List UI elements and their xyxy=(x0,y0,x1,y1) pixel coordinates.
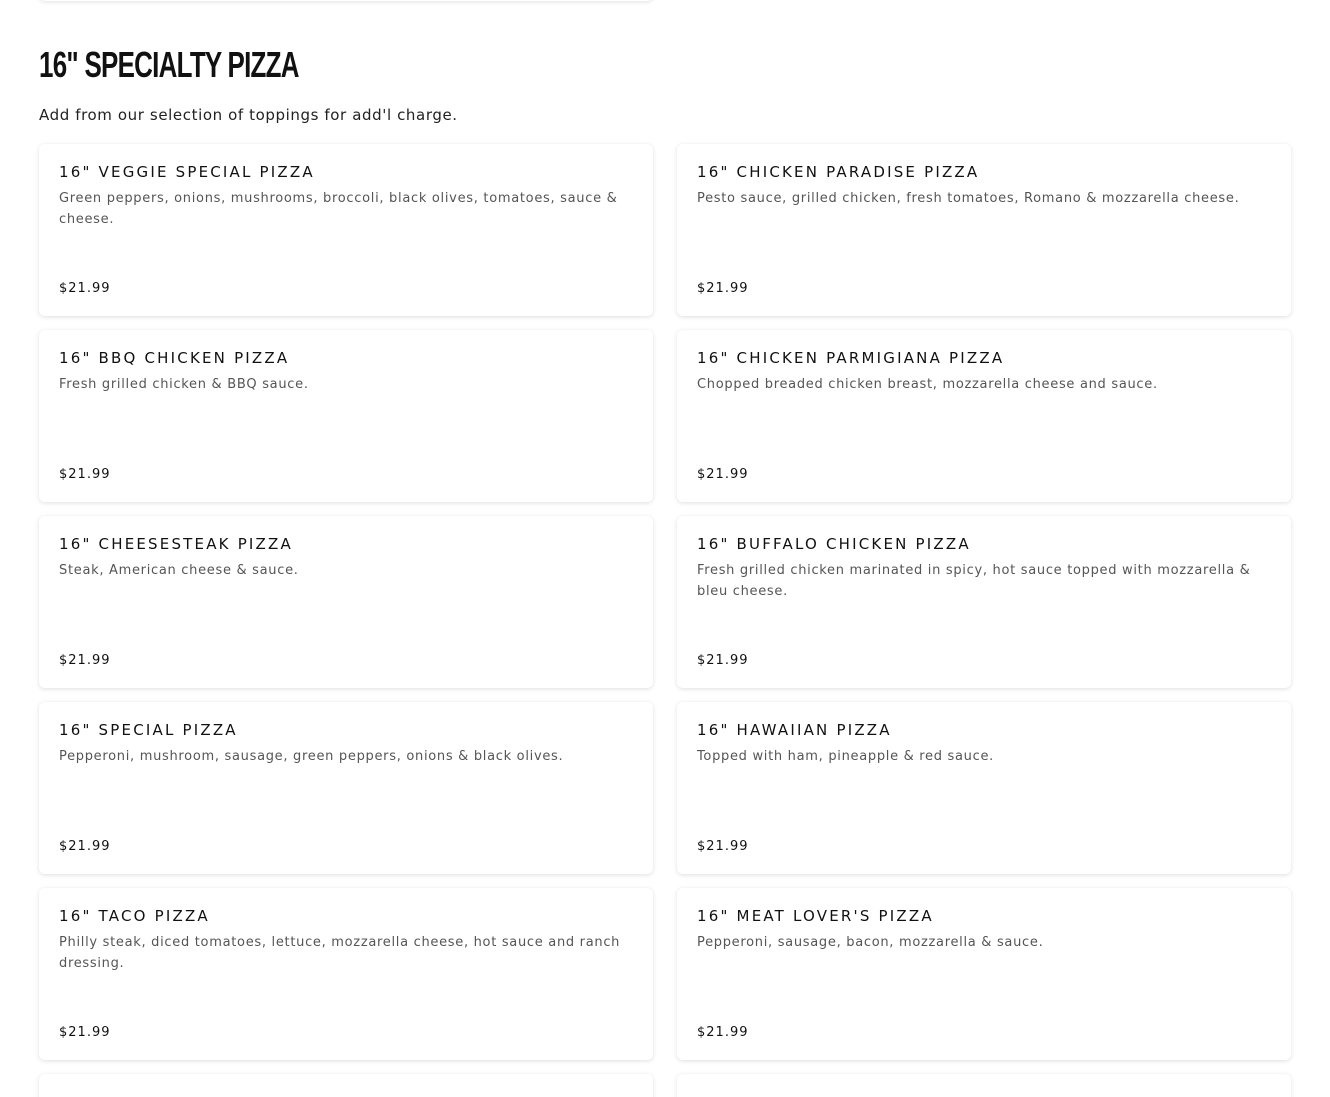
section-description: Add from our selection of toppings for add'l charge. xyxy=(39,106,458,124)
menu-item-price: $21.99 xyxy=(59,467,111,482)
menu-item-name: 16" CHICKEN PARMIGIANA PIZZA xyxy=(697,349,1005,367)
menu-item-price: $21.99 xyxy=(59,1025,111,1040)
menu-item-price: $21.99 xyxy=(697,467,749,482)
menu-item-card[interactable] xyxy=(677,888,1291,1060)
menu-item-description: Pesto sauce, grilled chicken, fresh tomatoes, Romano & mozzarella cheese. xyxy=(697,191,1240,206)
menu-item-price: $21.99 xyxy=(59,839,111,854)
menu-item-grid xyxy=(39,144,1291,1097)
menu-item-name: 16" CHICKEN PARADISE PIZZA xyxy=(697,163,980,181)
menu-item-name: 16" CHEESESTEAK PIZZA xyxy=(59,535,293,553)
menu-item-price: $21.99 xyxy=(697,653,749,668)
menu-item-card[interactable] xyxy=(677,144,1291,316)
menu-item-card[interactable] xyxy=(677,330,1291,502)
menu-item-name: 16" BUFFALO CHICKEN PIZZA xyxy=(697,535,971,553)
menu-item-card[interactable] xyxy=(39,702,653,874)
menu-item-description: Fresh grilled chicken & BBQ sauce. xyxy=(59,377,309,392)
menu-item-card[interactable] xyxy=(39,888,653,1060)
menu-item-price: $21.99 xyxy=(697,839,749,854)
menu-item-description: Pepperoni, mushroom, sausage, green peppers, onions & black olives. xyxy=(59,749,564,764)
menu-item-card[interactable] xyxy=(39,330,653,502)
menu-item-price: $21.99 xyxy=(59,281,111,296)
menu-item-card[interactable] xyxy=(39,144,653,316)
menu-item-description: Pepperoni, sausage, bacon, mozzarella & sauce. xyxy=(697,935,1044,950)
menu-item-description: Philly steak, diced tomatoes, lettuce, mozzarella cheese, hot sauce and ranch dressing. xyxy=(59,935,621,971)
menu-item-name: 16" MEAT LOVER'S PIZZA xyxy=(697,907,934,925)
menu-item-card-cut-off[interactable] xyxy=(39,1074,653,1097)
previous-menu-card[interactable] xyxy=(39,0,653,1)
section-title: 16" SPECIALTY PIZZA xyxy=(39,44,299,85)
menu-item-description: Chopped breaded chicken breast, mozzarella cheese and sauce. xyxy=(697,377,1158,392)
menu-item-card[interactable] xyxy=(677,702,1291,874)
menu-item-price: $21.99 xyxy=(697,1025,749,1040)
menu-item-name: 16" VEGGIE SPECIAL PIZZA xyxy=(59,163,315,181)
menu-item-card[interactable] xyxy=(39,516,653,688)
menu-item-description: Topped with ham, pineapple & red sauce. xyxy=(697,749,994,764)
menu-item-name: 16" BBQ CHICKEN PIZZA xyxy=(59,349,290,367)
menu-item-card-cut-off[interactable] xyxy=(677,1074,1291,1097)
menu-item-price: $21.99 xyxy=(59,653,111,668)
menu-item-name: 16" TACO PIZZA xyxy=(59,907,210,925)
menu-item-description: Fresh grilled chicken marinated in spicy, hot sauce topped with mozzarella & bleu cheese. xyxy=(697,563,1251,599)
menu-item-description: Green peppers, onions, mushrooms, broccoli, black olives, tomatoes, sauce & cheese. xyxy=(59,191,618,227)
menu-item-name: 16" SPECIAL PIZZA xyxy=(59,721,238,739)
menu-item-description: Steak, American cheese & sauce. xyxy=(59,563,299,578)
menu-item-card[interactable] xyxy=(677,516,1291,688)
menu-item-price: $21.99 xyxy=(697,281,749,296)
menu-item-name: 16" HAWAIIAN PIZZA xyxy=(697,721,892,739)
